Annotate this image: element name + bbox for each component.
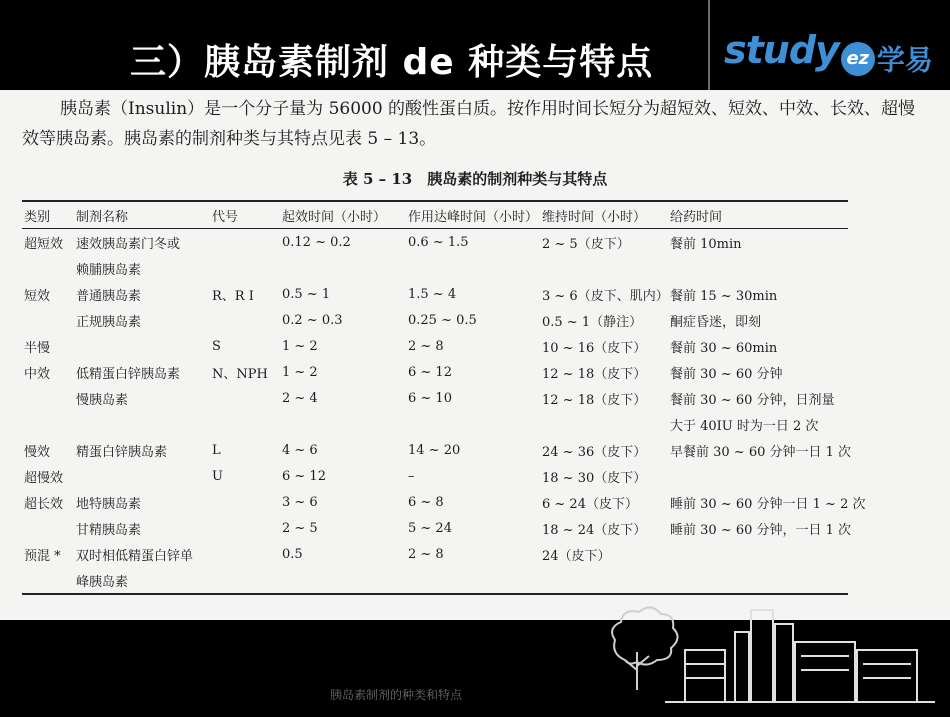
table-cell: [280, 411, 406, 437]
table-cell: 睡前 30 ~ 60 分钟一日 1 ~ 2 次: [670, 496, 866, 512]
table-row: [22, 411, 848, 437]
table-cell: 0.5: [282, 546, 303, 562]
table-cell: [210, 567, 280, 594]
table-cell: 18 ~ 24（皮下）: [542, 522, 647, 538]
table-cell: 2 ~ 5（皮下）: [542, 236, 630, 252]
table-cell: 慢胰岛素: [76, 392, 129, 408]
table-cell: [668, 255, 848, 281]
table-cell: 睡前 30 ~ 60 分钟，一日 1 次: [670, 522, 852, 538]
table-cell: 超短效: [24, 236, 64, 252]
logo-ez-badge: ez: [841, 42, 875, 76]
table-cell: 24 ~ 36（皮下）: [542, 444, 647, 460]
table-cell: 6 ~ 10: [408, 390, 452, 406]
table-cell: [22, 255, 74, 281]
table-cell: [540, 411, 668, 437]
studyez-logo: [724, 28, 933, 79]
table-cell: [210, 255, 280, 281]
table-cell: [22, 515, 74, 541]
table-row: [22, 359, 848, 385]
table-cell: [210, 489, 280, 515]
table-cell: 2 ~ 5: [282, 520, 318, 536]
table-cell: 5 ~ 24: [408, 520, 452, 536]
table-cell: 地特胰岛素: [76, 496, 142, 512]
table-cell: R、R I: [212, 288, 254, 304]
table-cell: S: [212, 338, 221, 354]
table-cell: 中效: [24, 366, 51, 382]
table-cell: 1 ~ 2: [282, 364, 318, 380]
logo-cn-text: 学易: [876, 43, 933, 77]
table-cell: [210, 515, 280, 541]
table-body: [22, 229, 866, 595]
table-cell: [210, 385, 280, 411]
table-cell: 3 ~ 6: [282, 494, 318, 510]
intro-text: 胰岛素（Insulin）是一个分子量为 56000 的酸性蛋白质。按作用时间长短分为超短效、短效、中效、长效、超慢效等胰岛素。胰岛素的制剂种类与其特点见表 5 – 13。: [22, 99, 916, 149]
table-cell: 餐前 10min: [670, 236, 742, 252]
table-cell: 10 ~ 16（皮下）: [542, 340, 647, 356]
intro-paragraph: [22, 94, 932, 154]
table-cell: 0.5 ~ 1（静注）: [542, 314, 643, 330]
table-cell: [668, 463, 848, 489]
header-divider: [708, 0, 710, 90]
table-cell: [406, 411, 540, 437]
table-cell: 14 ~ 20: [408, 442, 461, 458]
table-cell: [406, 255, 540, 281]
table-cell: 6 ~ 24（皮下）: [542, 496, 638, 512]
table-cell: 慢效: [24, 444, 51, 460]
table-cell: 0.5 ~ 1: [282, 286, 331, 302]
table-header-cell: 类别: [22, 201, 74, 229]
table-row: [22, 541, 848, 567]
table-header-cell: 代号: [210, 201, 280, 229]
table-cell: 精蛋白锌胰岛素: [76, 444, 168, 460]
footer-caption: 胰岛素制剂的种类和特点: [330, 688, 463, 702]
table-row: [22, 515, 848, 541]
table-cell: 24（皮下）: [542, 548, 611, 564]
table-cell: 赖脯胰岛素: [76, 262, 142, 278]
table-cell: [22, 307, 74, 333]
table-cell: 预混 *: [24, 548, 61, 564]
table-cell: 0.6 ~ 1.5: [408, 234, 469, 250]
table-cell: 1.5 ~ 4: [408, 286, 457, 302]
table-cell: 3 ~ 6（皮下、肌内）: [542, 288, 669, 304]
table-cell: 超长效: [24, 496, 64, 512]
table-cell: 半慢: [24, 340, 51, 356]
skyline-illustration: [585, 590, 950, 717]
table-cell: 6 ~ 12: [408, 364, 452, 380]
table-cell: 2 ~ 8: [408, 546, 444, 562]
table-cell: –: [408, 468, 415, 484]
table-cell: 0.25 ~ 0.5: [408, 312, 477, 328]
table-cell: U: [212, 468, 223, 484]
table-header-cell: 起效时间（小时）: [280, 201, 406, 229]
table-cell: 0.12 ~ 0.2: [282, 234, 351, 250]
table-cell: [74, 463, 210, 489]
header-bar: [0, 0, 950, 90]
table-cell: 餐前 30 ~ 60min: [670, 340, 778, 356]
table-cell: 速效胰岛素门冬或: [76, 236, 181, 252]
table-cell: 2 ~ 8: [408, 338, 444, 354]
table-cell: [540, 255, 668, 281]
table-cell: 12 ~ 18（皮下）: [542, 392, 647, 408]
table-cell: 餐前 15 ~ 30min: [670, 288, 778, 304]
table-cell: 0.2 ~ 0.3: [282, 312, 343, 328]
table-cell: [280, 567, 406, 594]
table-row: [22, 333, 848, 359]
slide-title: 三）胰岛素制剂 de 种类与特点: [130, 42, 654, 83]
table-cell: [210, 307, 280, 333]
table-caption: 表 5 – 13 胰岛素的制剂种类与其特点: [342, 170, 608, 188]
table-cell: 峰胰岛素: [74, 567, 210, 594]
table-row: [22, 463, 848, 489]
table-cell: [22, 411, 74, 437]
table-cell: [22, 567, 74, 594]
table-row: [22, 307, 848, 333]
table-cell: [210, 541, 280, 567]
table-cell: 低精蛋白锌胰岛素: [76, 366, 181, 382]
table-header-cell: 给药时间: [668, 201, 848, 229]
table-header-row: [22, 201, 848, 229]
buildings-icon: [665, 610, 935, 702]
table-cell: [406, 567, 540, 594]
table-header-cell: 制剂名称: [74, 201, 210, 229]
table-cell: 18 ~ 30（皮下）: [542, 470, 647, 486]
table-cell: L: [212, 442, 221, 458]
table-cell: [210, 229, 280, 256]
table-cell: 双时相低精蛋白锌单: [76, 548, 194, 564]
table-cell: 1 ~ 2: [282, 338, 318, 354]
table-cell: 6 ~ 8: [408, 494, 444, 510]
table-cell: 6 ~ 12: [282, 468, 326, 484]
table-row: [22, 281, 848, 307]
table-cell: 普通胰岛素: [76, 288, 142, 304]
table-header-cell: 维持时间（小时）: [540, 201, 668, 229]
table-cell: 餐前 30 ~ 60 分钟: [670, 366, 783, 382]
table-cell: [74, 333, 210, 359]
insulin-table: [22, 200, 866, 595]
table-cell: [668, 541, 848, 567]
table-cell: N、NPH: [212, 366, 268, 382]
table-row: [22, 437, 848, 463]
table-cell: 4 ~ 6: [282, 442, 318, 458]
tree-icon: [612, 607, 677, 690]
table-cell: 大于 40IU 时为一日 2 次: [670, 418, 819, 434]
table-cell: 早餐前 30 ~ 60 分钟一日 1 次: [670, 444, 852, 460]
table-cell: [74, 411, 210, 437]
table-cell: 餐前 30 ~ 60 分钟，日剂量: [670, 392, 835, 408]
logo-brand-text: study: [724, 28, 839, 72]
table-cell: 短效: [24, 288, 51, 304]
document-image: [0, 90, 950, 620]
table-cell: 超慢效: [24, 470, 64, 486]
table-cell: [22, 385, 74, 411]
table-cell: 正规胰岛素: [76, 314, 142, 330]
table-row: [22, 255, 848, 281]
table-header-cell: 作用达峰时间（小时）: [406, 201, 540, 229]
table-cell: 12 ~ 18（皮下）: [542, 366, 647, 382]
table-cell: 甘精胰岛素: [76, 522, 142, 538]
table-cell: [280, 255, 406, 281]
table-cell: [210, 411, 280, 437]
table-row: [22, 385, 848, 411]
table-cell: 2 ~ 4: [282, 390, 318, 406]
table-row: [22, 229, 848, 256]
table-row: [22, 489, 848, 515]
table-cell: 酮症昏迷，即刻: [670, 314, 762, 330]
